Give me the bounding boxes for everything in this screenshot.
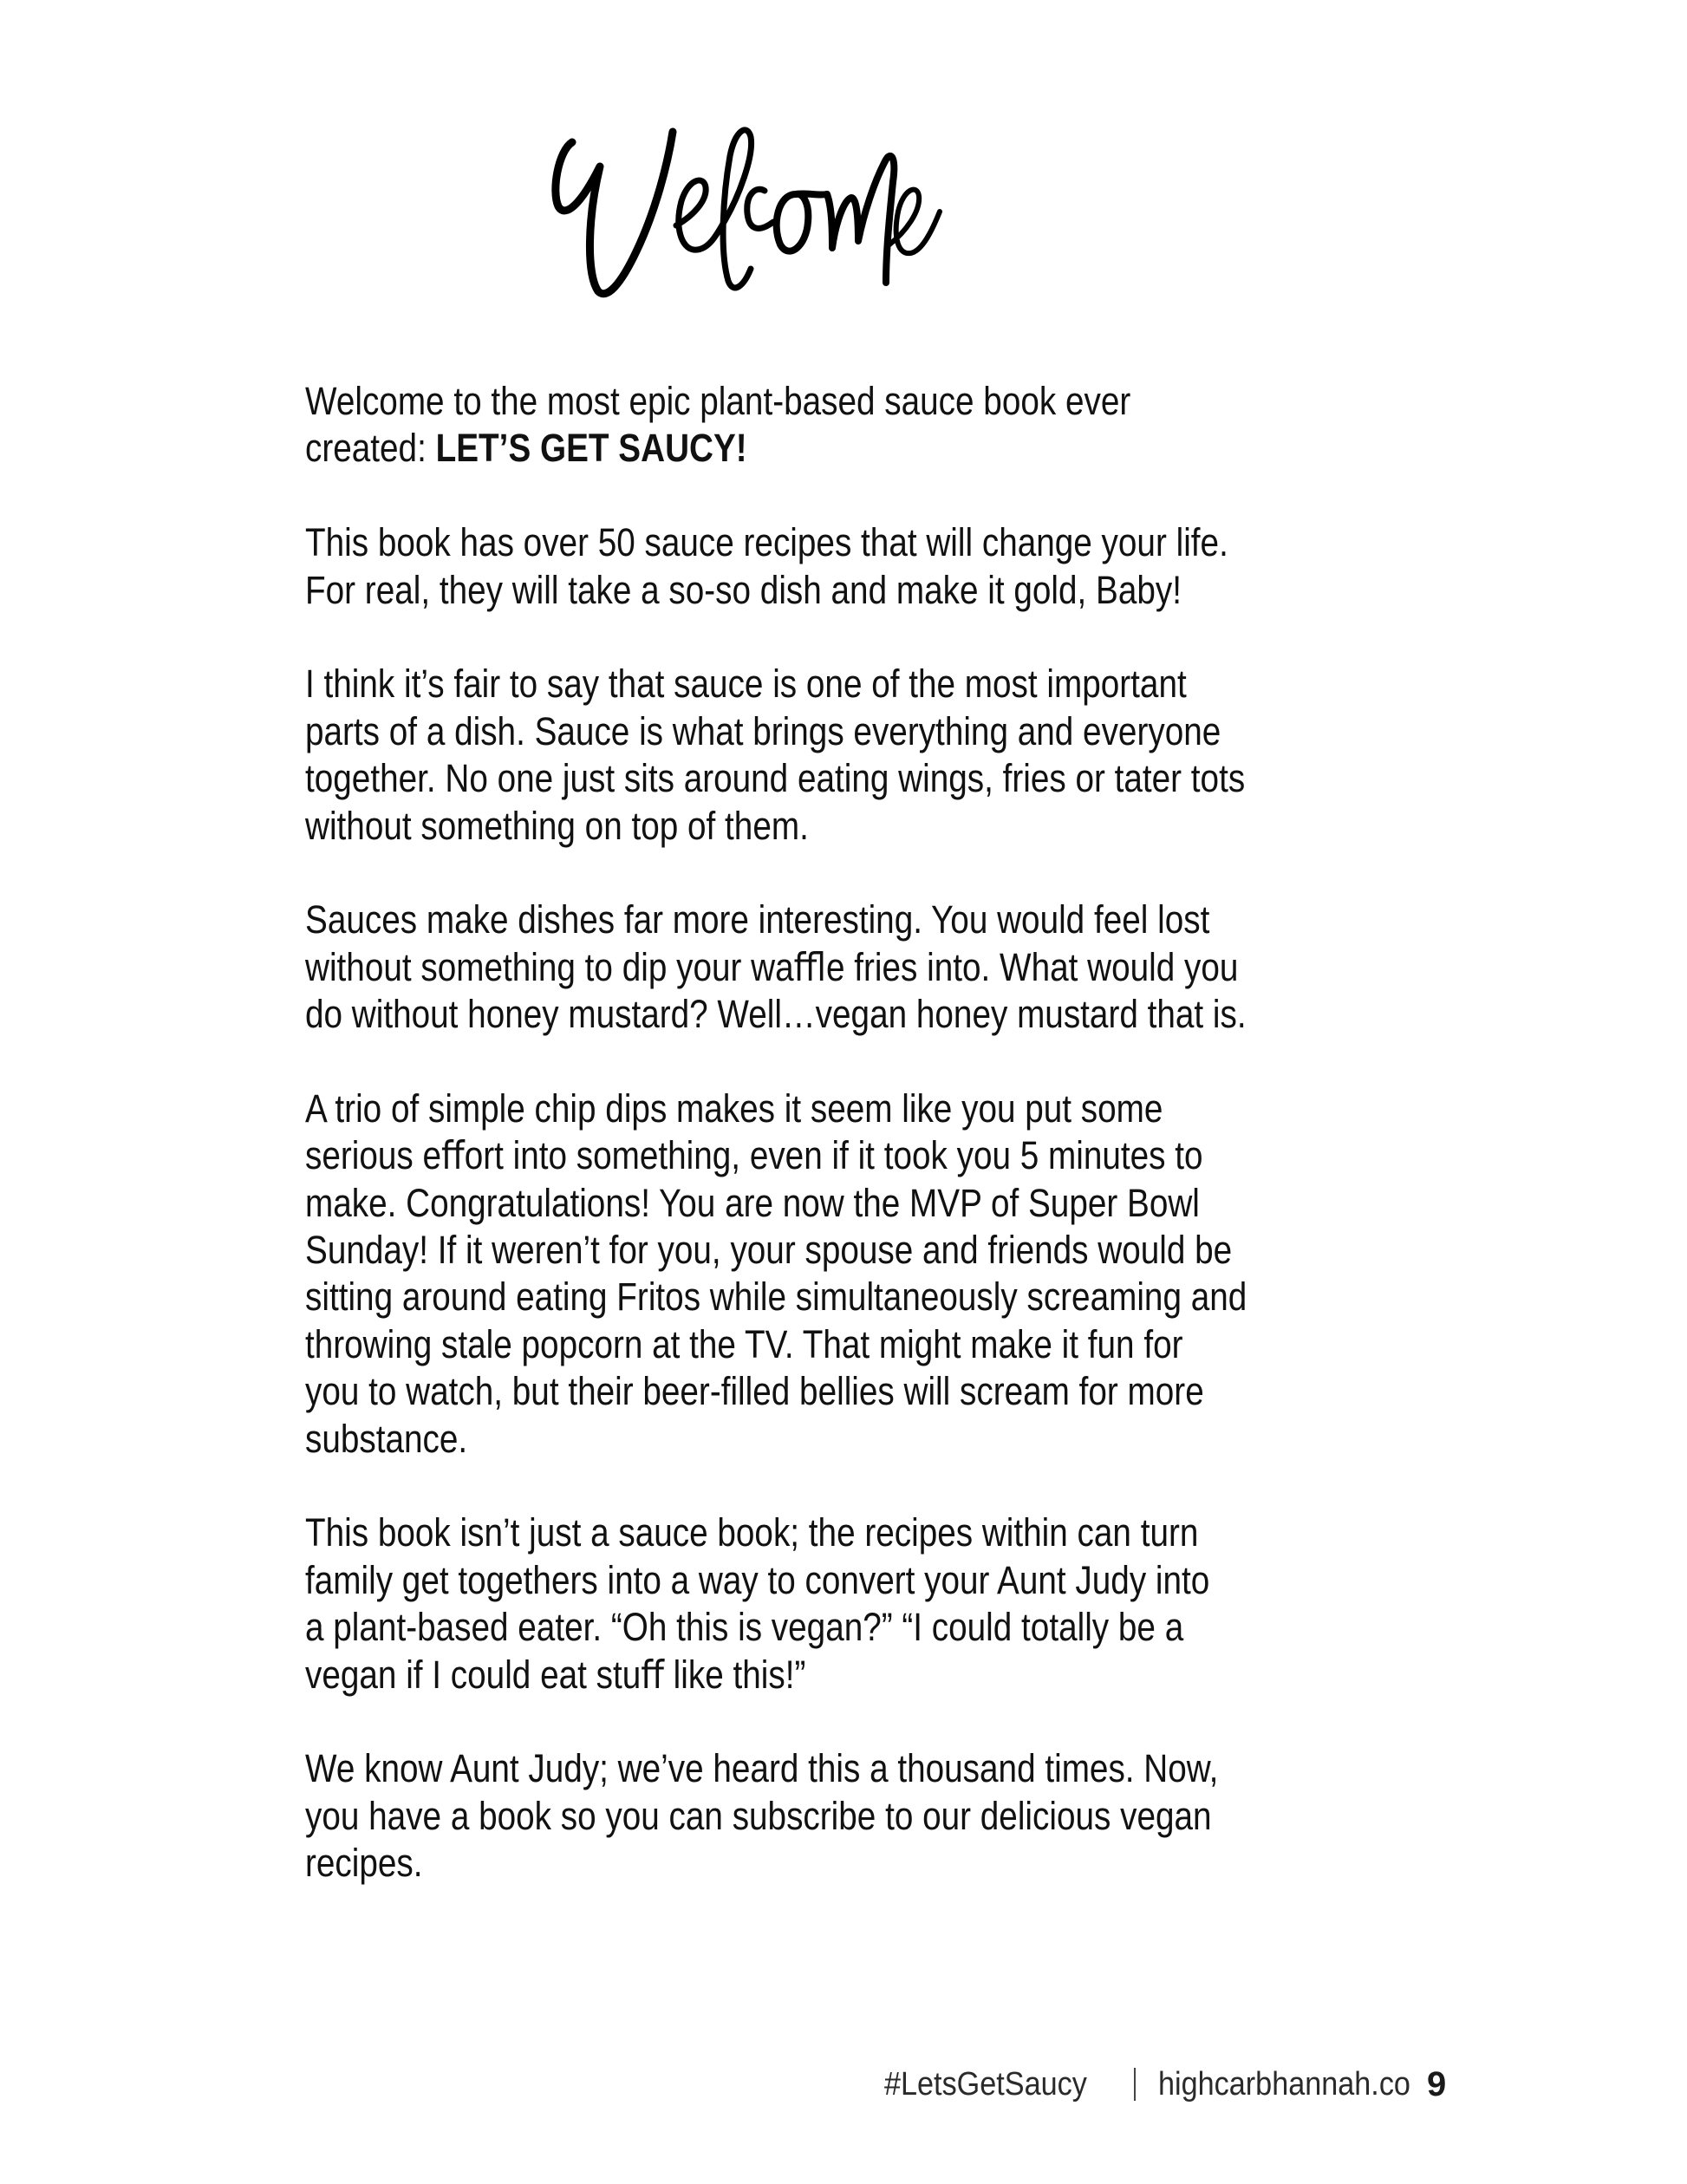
text-line: Sunday! If it weren’t for you, your spouse and friends would be [305,1228,1233,1273]
text-line: family get togethers into a way to convert your Aunt Judy into [305,1557,1210,1602]
footer-hashtag: #LetsGetSaucy [884,2065,1087,2103]
text-line: We know Aunt Judy; we’ve heard this a thousand times. Now, [305,1746,1219,1791]
text-line: vegan if I could eat stuﬀ like this!” [305,1652,806,1697]
text-line: substance. [305,1416,468,1461]
text-line: make. Congratulations! You are now the MVP of Super Bowl [305,1180,1200,1225]
welcome-script-lettering [546,121,945,321]
text-line: without something to dip your waﬄe fries into. What would you [305,944,1239,989]
text-line: This book has over 50 sauce recipes that will change your life. [305,520,1228,565]
footer-website: highcarbhannah.co [1158,2065,1410,2103]
paragraph-interesting [305,896,1432,1038]
text-line: a plant-based eater. “Oh this is vegan?” “I could totally be a [305,1605,1184,1650]
paragraph-chip-dips [305,1085,1432,1463]
paragraph-closing [305,1745,1432,1887]
text-line: For real, they will take a so-so dish and make it gold, Baby! [305,567,1182,612]
text-line: together. No one just sits around eating wings, fries or tater tots [305,756,1246,801]
text-line [305,425,1274,472]
text-line: This book isn’t just a sauce book; the recipes within can turn [305,1510,1199,1555]
text-line: I think it’s fair to say that sauce is one of the most important [305,662,1187,707]
text-line: Sauces make dishes far more interesting. You would feel lost [305,897,1210,942]
letter-e2 [889,190,940,253]
page-number: 9 [1427,2064,1447,2103]
paragraph-sauce-importance [305,661,1432,850]
paragraph-recipes [305,519,1432,614]
text-line: do without honey mustard? Well…vegan honey mustard that is. [305,992,1247,1037]
text-line: serious eﬀort into something, even if it took you 5 minutes to [305,1133,1203,1178]
letter-w [556,132,673,294]
letter-e [676,180,723,250]
footer-divider [1134,2068,1136,2101]
text-line: Welcome to the most epic plant-based sauce book ever [305,379,1131,423]
text-line: A trio of simple chip dips makes it seem like you put some [305,1085,1163,1131]
page-title [546,121,945,321]
text-line-lead: created: [305,426,436,471]
letter-o [777,193,827,251]
page-footer [884,2065,1446,2103]
letter-c [747,189,773,228]
paragraph-aunt-judy [305,1509,1432,1698]
text-line: sitting around eating Fritos while simultaneously screaming and [305,1275,1247,1320]
welcome-body [305,378,1432,1934]
paragraph-intro [305,378,1432,473]
letter-m [827,156,894,283]
text-line: you have a book so you can subscribe to our delicious vegan [305,1793,1212,1838]
text-line: recipes. [305,1841,423,1886]
text-line: parts of a dish. Sauce is what brings everything and everyone [305,708,1221,753]
text-line: throwing stale popcorn at the TV. That might make it fun for [305,1321,1183,1366]
book-title-bold: LET’S GET SAUCY! [435,426,747,471]
text-line: you to watch, but their beer-ﬁlled bellies will scream for more [305,1369,1204,1414]
text-line: without something on top of them. [305,803,809,848]
